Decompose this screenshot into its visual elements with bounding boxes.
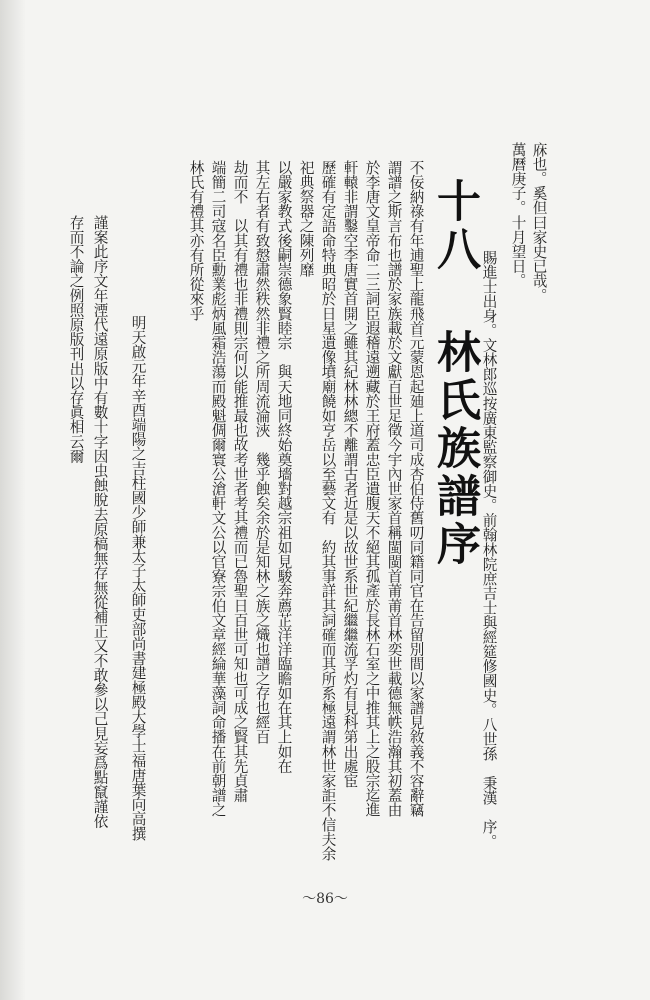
body-column-3: 於李唐文皇帝命二三詞臣遐稽遠遡藏於王府蓋忠臣遺腹天不絕其孤產於長林石室之中推其上之股宗迄進 <box>363 160 381 817</box>
prev-section-line-2: 萬曆庚子。十月望日。 <box>509 142 527 288</box>
prev-section-line-1: 庥也。奚但曰家史已哉。 <box>530 142 548 303</box>
body-column-10: 端簡二司寇名臣勳業彪炳風霜浩蕩而殿魁倜爾寰公滄軒文公以官寮宗伯文章經綸華藻詞命播在前朝譜之 <box>209 160 227 817</box>
editor-note-line-2: 存而不論之例照原版刊出以存眞相云爾 <box>67 215 85 464</box>
body-column-11: 林氏有禮其亦有所從來乎 <box>187 160 205 321</box>
body-column-6: 祀典祭器之陳列靡 <box>297 160 315 277</box>
body-column-4: 軒轅非謂鑿空李唐實首開之雖其紀林林總不離謂古者近是以故世系世紀繼繼流孚灼有見科第出處宦 <box>341 160 359 788</box>
body-column-5: 歷確有定語命特典昭於日星遺像墳廟饒如亨岳以至藝文有 約其事詳其詞確而其所系極遠謂林世家詎不信夫余 <box>319 160 337 861</box>
editor-note-line-1: 謹案此序文年湮代遠原版中有數十字因虫蝕脫去原稿無存無從補正又不敢參以己見妄爲點竄謹依 <box>91 215 109 829</box>
body-column-7: 以嚴家教式後嗣崇德象賢睦宗 與天地同終始奠墻對越宗祖如見駿奔薦芷洋洋臨瞻如在其上如在 <box>275 160 293 774</box>
book-spine-shadow <box>0 0 26 1000</box>
body-column-8: 其左右者有致慤肅然秩然非禮之所周流淪浹 幾乎蝕矣余於是知林之族之熾也譜之存也經百 <box>253 160 271 744</box>
section-title: 十八 林氏族譜序 <box>429 178 480 569</box>
body-column-2: 謂譜之斯言布也譜於家族載於文獻百世足徵今宇內世家首稱閩閩首莆莆首林奕世載德無帙浩瀚其初蓋由 <box>385 160 403 817</box>
body-column-1: 不佞納祿有年逋聖上龍飛首元蒙恩起廸上道司成杏伯侍舊叨同籍同官在告留別間以家譜見敘義不容辭竊 <box>407 160 425 817</box>
date-composer-line: 明天啟元年辛酉端陽之吉柱國少師兼太子太師吏部尚書建極殿大學士福唐葉向高撰 <box>129 315 147 841</box>
body-column-9: 劫而不 以其有禮也非禮則宗何以能推最也故考世者考其禮而已魯聖日百世可知也可成之賢其先貞肅 <box>231 160 249 803</box>
page-number: ～86～ <box>302 891 348 907</box>
author-line: 賜進士出身。文林郎巡按廣東監察御史。前翰林院庶吉士與經筵修國史。八世孫 秉漢 序。 <box>480 250 498 849</box>
